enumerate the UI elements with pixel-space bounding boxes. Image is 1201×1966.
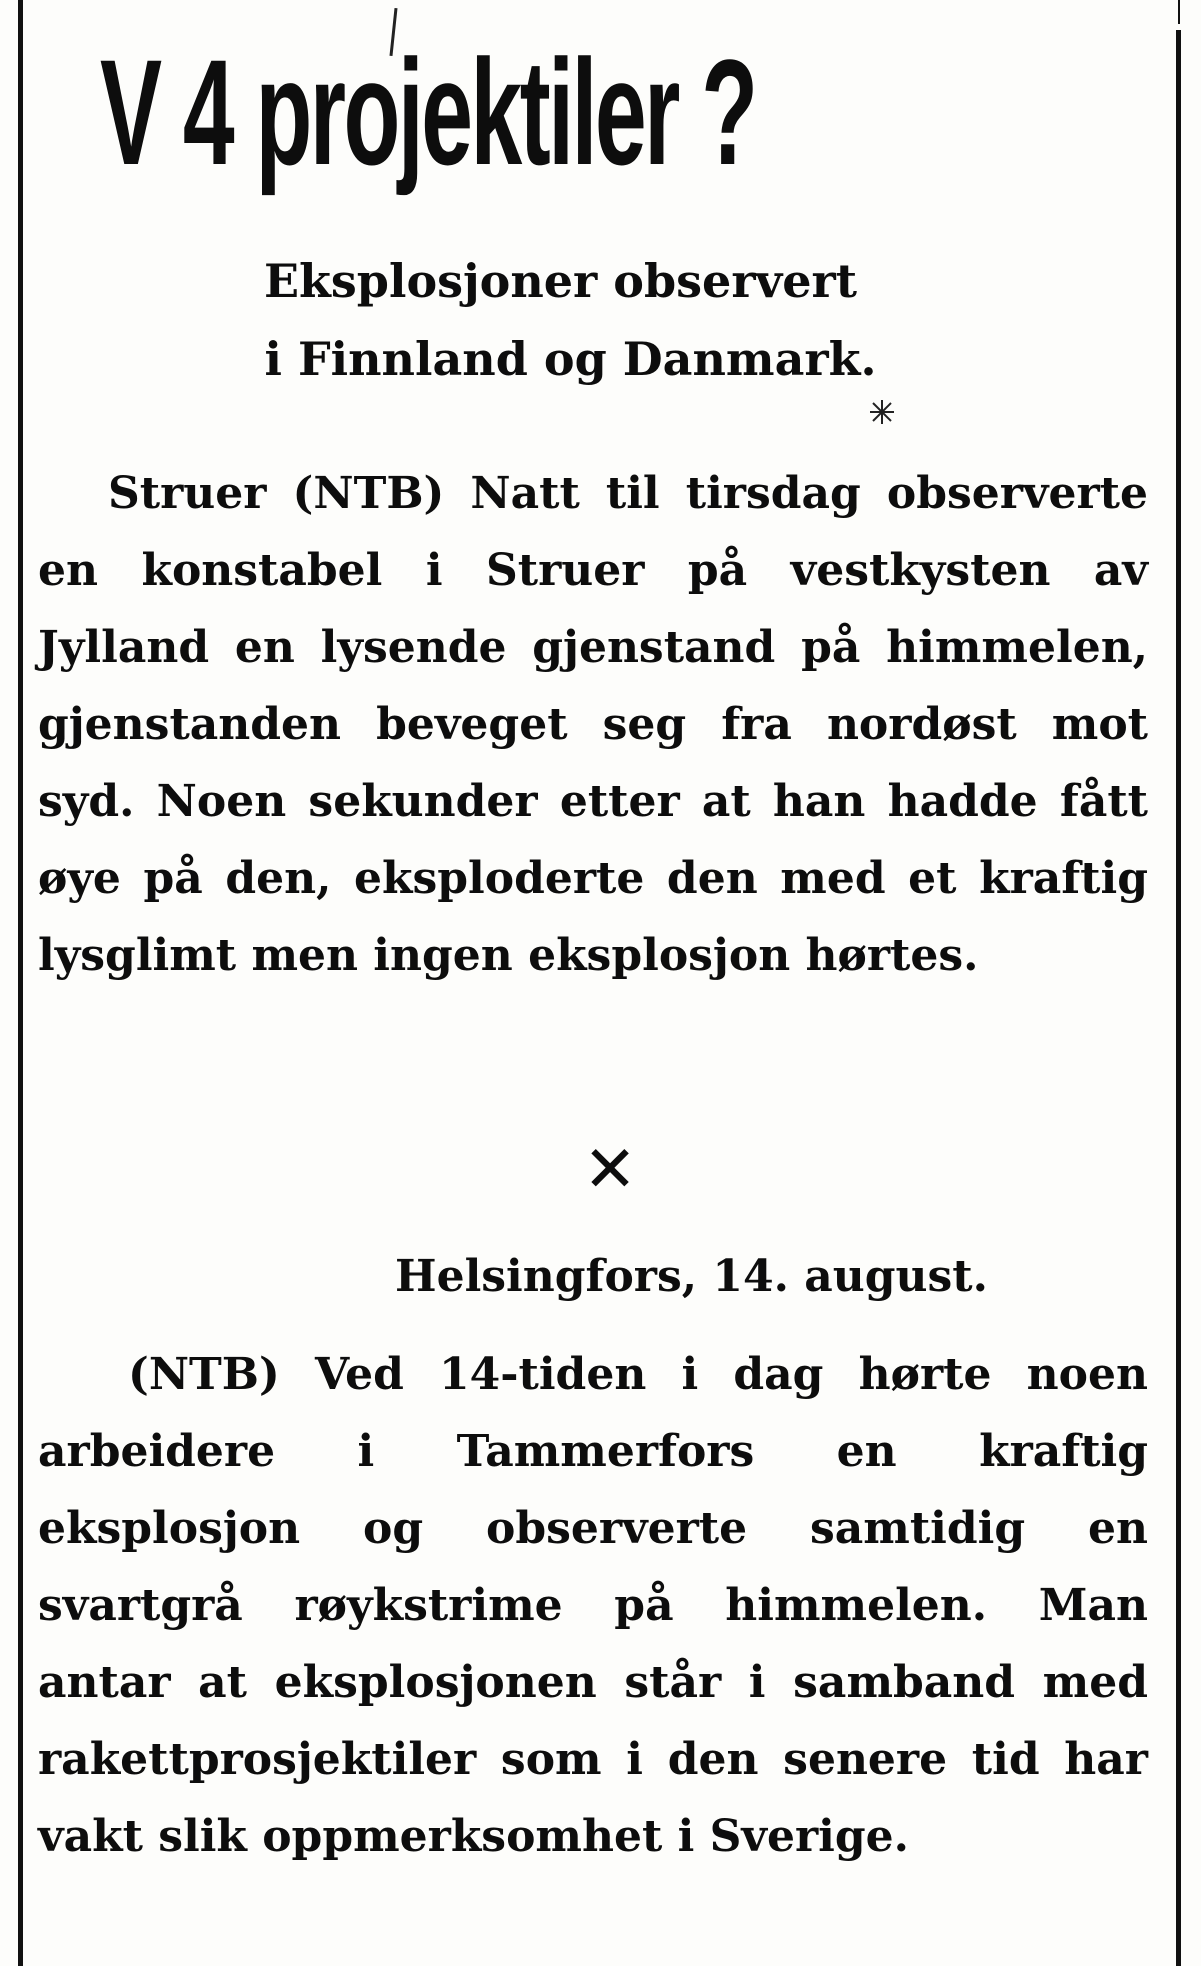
star-ornament-icon <box>868 398 896 426</box>
headline: V 4 projektiler ? <box>100 28 756 196</box>
subheadline-line-1: Eksplosjoner observert <box>263 254 858 308</box>
column-rule-right-top <box>1178 0 1180 24</box>
dateline-helsingfors: Helsingfors, 14. august. <box>395 1251 988 1302</box>
article-paragraph-helsingfors: (NTB) Ved 14-tiden i dag hørte noen arbeidere i Tammerfors en kraftig eksplosjon og observerte samtidig en svartgrå røykstrime på himmelen. Man antar at eksplosjonen står i samband med rakettprosjektiler som i den senere tid har vakt slik oppmerksomhet i Sverige. <box>38 1349 1148 1862</box>
column-rule-right <box>1176 30 1181 1966</box>
section-divider-cross-icon: ✕ <box>583 1133 637 1207</box>
subheadline-line-2: i Finnland og Danmark. <box>264 332 877 386</box>
article-paragraph-struer: Struer (NTB) Natt til tirsdag observerte en konstabel i Struer på vestkysten av Jylland en lysende gjenstand på himmelen, gjenstanden beveget seg fra nordøst mot syd. Noen sekunder etter at han hadde fått øye på den, eksploderte den med et kraftig lysglimt men ingen eksplosjon hørtes. <box>38 468 1148 981</box>
